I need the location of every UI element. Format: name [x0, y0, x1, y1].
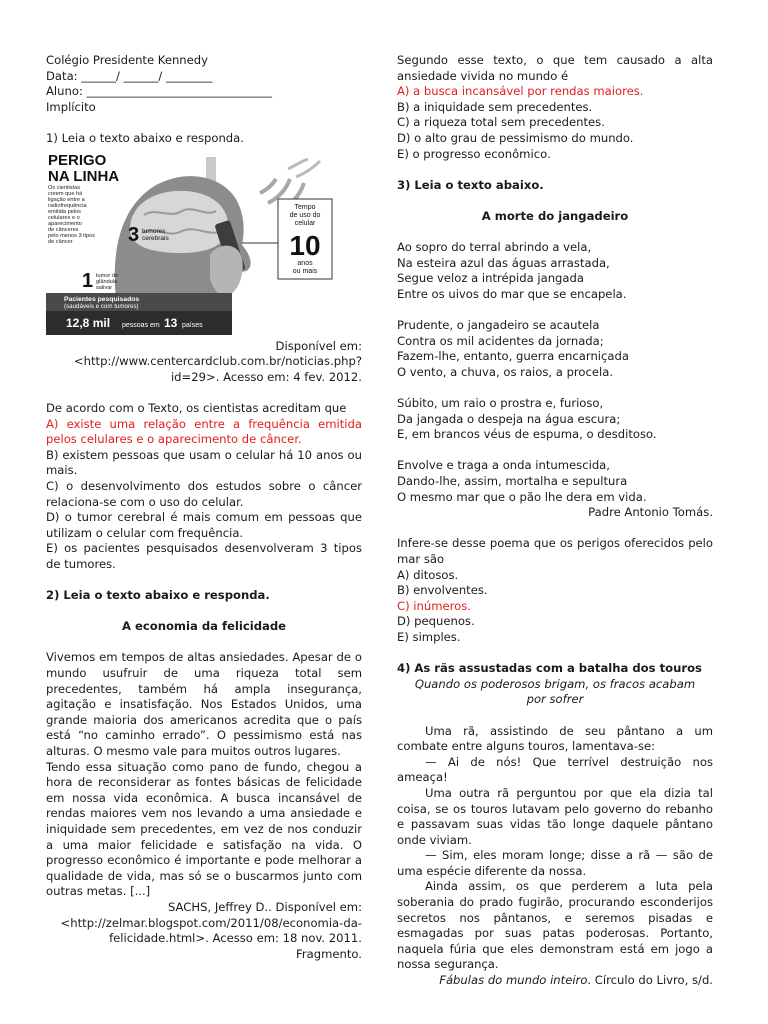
q2-source-line-3: felicidade.html>. Acesso em: 18 nov. 2011.: [109, 931, 362, 946]
q3-stem: Infere-se desse poema que os perigos oferecidos pelo mar são: [397, 536, 713, 566]
figure-title-2: NA LINHA: [48, 167, 120, 185]
q4-subtitle: Quando os poderosos brigam, os fracos acabam por sofrer: [414, 676, 696, 707]
svg-text:países: países: [182, 321, 203, 329]
q4-paragraph-1: Uma rã, assistindo de seu pântano a um combate entre alguns touros, lamentava-se:: [397, 723, 713, 754]
svg-text:tumores: tumores: [142, 227, 166, 235]
subtitle: Implícito: [46, 99, 96, 114]
svg-text:cerebrais: cerebrais: [142, 234, 169, 242]
svg-text:anos: anos: [297, 259, 313, 267]
svg-text:salivar: salivar: [96, 284, 113, 291]
student-line: Aluno: ________________________________: [46, 84, 273, 99]
q2-option-e: E) o progresso econômico.: [397, 146, 551, 161]
q2-title: A economia da felicidade: [122, 619, 286, 634]
q4-source-rest: . Círculo do Livro, s/d.: [587, 973, 713, 988]
svg-text:Os cientistas: Os cientistas: [48, 184, 81, 191]
figure-bottom-number: 12,8 mil: [66, 315, 111, 330]
q2-source-line-1: SACHS, Jeffrey D.. Disponível em:: [167, 899, 362, 914]
q4-heading: 4) As rãs assustadas com a batalha dos touros: [397, 661, 702, 676]
svg-text:(saudáveis e com tumores): (saudáveis e com tumores): [64, 302, 139, 310]
svg-text:de câncer: de câncer: [48, 238, 73, 245]
svg-text:tumor de: tumor de: [96, 272, 119, 279]
q4-source: [397, 973, 713, 989]
svg-text:radiofrequência: radiofrequência: [48, 202, 87, 209]
q3-option-e: E) simples.: [397, 629, 461, 644]
q4-paragraph-4: — Sim, eles moram longe; disse a rã — são de uma espécie diferente da nossa.: [397, 848, 713, 878]
q1-option-a: A) existe uma relação entre a frequência emitida pelos celulares e o aparecimento de câncer.: [46, 416, 362, 447]
q4-source-title: Fábulas do mundo inteiro: [439, 973, 588, 988]
svg-text:Tempo: Tempo: [294, 203, 316, 211]
q1-source-line-3: id=29>. Acesso em: 4 fev. 2012.: [170, 369, 362, 384]
svg-text:ou mais: ou mais: [292, 267, 318, 275]
q1-heading: 1) Leia o texto abaixo e responda.: [46, 130, 244, 145]
svg-text:glândula: glândula: [96, 278, 118, 285]
svg-text:de uso do: de uso do: [289, 211, 321, 219]
poem-line: O mesmo mar que o pão lhe dera em vida.: [397, 489, 647, 504]
figure-title-1: PERIGO: [48, 151, 107, 169]
svg-text:emitida pelos: emitida pelos: [48, 208, 81, 215]
infographic-image: [46, 149, 362, 335]
poem-line: Prudente, o jangadeiro se acautela: [397, 318, 600, 333]
poem-line: E, em brancos véus de espuma, o desditoso.: [397, 427, 657, 442]
poem-line: Contra os mil acidentes da jornada;: [397, 333, 604, 348]
q1-source-line-1: Disponível em:: [275, 338, 362, 353]
q4-paragraph-5: Ainda assim, os que perderem a luta pela soberania do prado fugirão, procurando esconderijos secretos nos pântanos, e seremos pisadas e esmagadas por suas patas poderosas. Portanto, naquela fúria que eles demonstram está em jogo a nossa segurança.: [397, 879, 713, 972]
q1-option-d: D) o tumor cerebral é mais comum em pessoas que utilizam o celular com frequência.: [46, 510, 362, 540]
q2-paragraph-1: Vivemos em tempos de altas ansiedades. Apesar de o mundo usufruir de uma riqueza total sem precedentes, também há ampla insegurança, agitação e insatisfação. Nos Estados Unidos, uma grande maioria dos americanos acredita que o país está “no caminho errado”. O pessimismo está nas alturas. O mesmo vale para muitos outros lugares.: [46, 650, 362, 758]
poem-line: O vento, a chuva, os raios, a procela.: [397, 364, 614, 379]
figure-gland-number: 1: [82, 269, 94, 292]
svg-text:Pacientes pesquisados: Pacientes pesquisados: [64, 295, 140, 303]
figure-tumors-number: 3: [128, 223, 140, 246]
poem-author: Padre Antonio Tomás.: [588, 505, 713, 520]
svg-text:ligação entre a: ligação entre a: [48, 196, 85, 203]
q3-option-b: B) envolventes.: [397, 583, 488, 598]
q2-heading: 2) Leia o texto abaixo e responda.: [46, 588, 270, 603]
q4-paragraph-2: — Ai de nós! Que terrível destruição nos ameaça!: [397, 754, 713, 785]
q1-option-e: E) os pacientes pesquisados desenvolveram 3 tipos de tumores.: [46, 541, 362, 571]
q2-option-d: D) o alto grau de pessimismo do mundo.: [397, 130, 634, 145]
q3-option-a: A) ditosos.: [397, 567, 459, 582]
q1-option-c: C) o desenvolvimento dos estudos sobre o câncer relaciona-se com o uso do celular.: [46, 478, 362, 509]
q1-source-line-2: <http://www.centercardclub.com.br/noticias.php?: [73, 354, 362, 369]
poem-line: Entre os uivos do mar que se encapela.: [397, 286, 627, 301]
q3-heading: 3) Leia o texto abaixo.: [397, 177, 544, 192]
poem-line: Da jangada o despeja na água escura;: [397, 411, 621, 426]
q1-option-b: B) existem pessoas que usam o celular há 10 anos ou mais.: [46, 447, 362, 478]
poem-line: Fazem-lhe, entanto, guerra encarniçada: [397, 349, 629, 364]
q2-source-line-4: Fragmento.: [296, 946, 362, 961]
school-name: Colégio Presidente Kennedy: [46, 53, 209, 67]
svg-text:pessoas em: pessoas em: [122, 321, 160, 329]
q1-stem: De acordo com o Texto, os cientistas acreditam que: [46, 400, 347, 415]
poem-line: Súbito, um raio o prostra e, furioso,: [397, 396, 604, 411]
q2-option-a: A) a busca incansável por rendas maiores.: [397, 84, 644, 99]
svg-text:13: 13: [164, 315, 178, 330]
q2-source-line-2: <http://zelmar.blogspot.com/2011/08/economia-da-: [60, 915, 362, 930]
q2-option-b: B) a iniquidade sem precedentes.: [397, 99, 593, 114]
q2-paragraph-2: Tendo essa situação como pano de fundo, chegou a hora de reconsiderar as fontes básicas de felicidade em nossa vida econômica. A busca incansável de rendas maiores vem nos levando a uma ansiedade e iniquidade sem precedentes, em vez de nos conduzir a uma maior felicidade e satisfação na vida. O progresso econômico é importante e pode melhorar a qualidade de vida, mas só se o buscarmos junto com outras metas. [...]: [46, 759, 362, 899]
infographic-figure: [46, 149, 362, 335]
date-line: Data: ______/ ______/ ________: [46, 68, 213, 83]
svg-text:de cânceres: de cânceres: [48, 226, 79, 233]
poem-line: Dando-lhe, assim, mortalha e sepultura: [397, 474, 628, 489]
poem-line: Envolve e traga a onda intumescida,: [397, 458, 610, 473]
poem-line: Na esteira azul das águas arrastada,: [397, 255, 610, 270]
svg-text:celular: celular: [294, 219, 316, 227]
left-column: [46, 53, 362, 962]
right-column: [397, 53, 713, 989]
q2-option-c: C) a riqueza total sem precedentes.: [397, 115, 605, 130]
q3-title: A morte do jangadeiro: [481, 208, 629, 223]
svg-text:celulares e o: celulares e o: [48, 214, 80, 221]
svg-text:aparecimento: aparecimento: [48, 220, 82, 227]
q3-option-c: C) inúmeros.: [397, 598, 471, 613]
svg-text:creem que há: creem que há: [48, 190, 83, 197]
figure-usage-number: 10: [289, 229, 321, 261]
q4-paragraph-3: Uma outra rã perguntou por que ela dizia tal coisa, se os touros lutavam pelo governo do rebanho e passavam suas vidas tão longe daquele pântano onde viviam.: [397, 785, 713, 847]
q2-stem: Segundo esse texto, o que tem causado a alta ansiedade vivida no mundo é: [397, 53, 713, 83]
poem-line: Segue veloz a intrépida jangada: [397, 271, 584, 286]
poem-line: Ao sopro do terral abrindo a vela,: [397, 240, 592, 255]
svg-text:pelo menos 3 tipos: pelo menos 3 tipos: [48, 232, 95, 239]
q3-option-d: D) pequenos.: [397, 614, 475, 629]
